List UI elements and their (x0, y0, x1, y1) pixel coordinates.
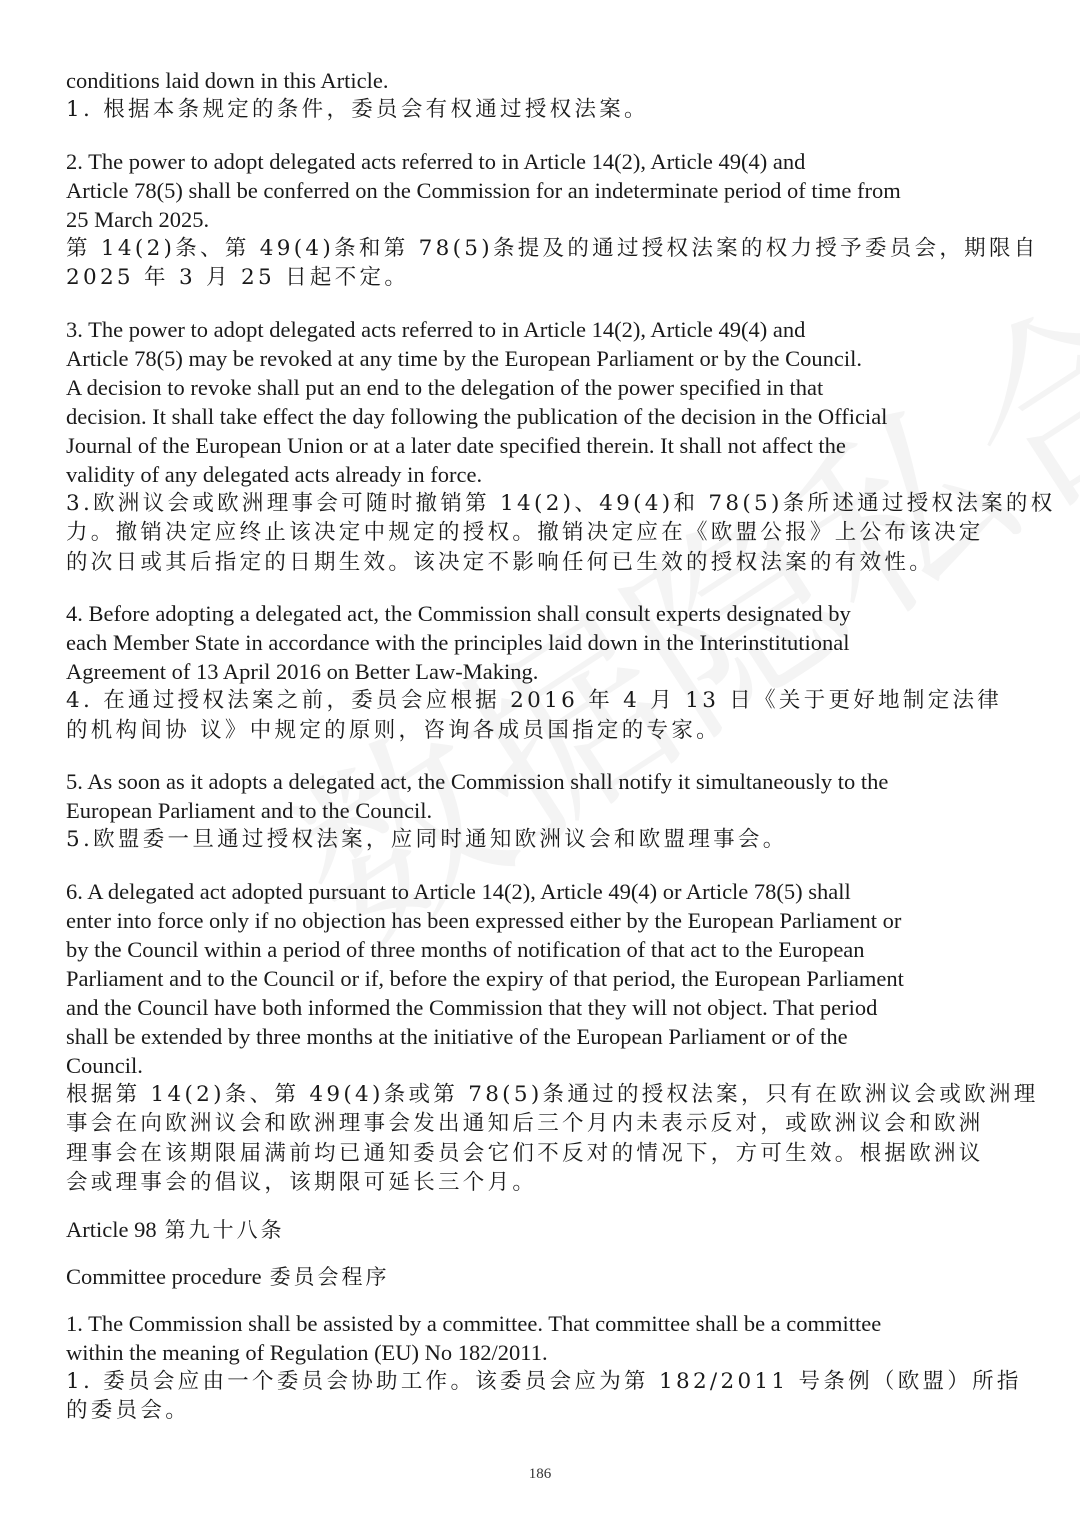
paragraph-4 (66, 599, 1016, 745)
zh-paragraph: 1. 根据本条规定的条件，委员会有权通过授权法案。 (66, 97, 649, 122)
zh-paragraph: 5.欧盟委一旦通过授权法案，应同时通知欧洲议会和欧盟理事会。 (66, 827, 788, 852)
en-line: Council. (66, 1052, 143, 1078)
en-line: within the meaning of Regulation (EU) No 182/2011. (66, 1339, 548, 1365)
en-line: 3. The power to adopt delegated acts referred to in Article 14(2), Article 49(4) and (66, 316, 806, 342)
en-line: conditions laid down in this Article. (66, 68, 389, 93)
zh-paragraph: 根据第 14(2)条、第 49(4)条或第 78(5)条通过的授权法案，只有在欧洲议会或欧洲理 事会在向欧洲议会和欧洲理事会发出通知后三个月内未表示反对，或欧洲议会和欧洲 理事会在该期限届满前均已通知委员会它们不反对的情况下，方可生效。根据欧洲议 会或理事会的倡议，该期限可延长三个月。 (66, 1081, 1039, 1195)
en-line: Article 78(5) shall be conferred on the Commission for an indeterminate period of time from (66, 177, 901, 203)
en-line: 6. A delegated act adopted pursuant to Article 14(2), Article 49(4) or Article 78(5) shall (66, 878, 851, 904)
en-line: enter into force only if no objection has been expressed either by the European Parliament or (66, 907, 902, 933)
zh-paragraph: 4. 在通过授权法案之前，委员会应根据 2016 年 4 月 13 日《关于更好地制定法律 的机构间协 议》中规定的原则，咨询各成员国指定的专家。 (66, 688, 1003, 743)
document-page (66, 66, 1056, 1426)
section-heading-en: Committee procedure (66, 1263, 262, 1289)
en-line: A decision to revoke shall put an end to the delegation of the power specified in that (66, 374, 824, 400)
paragraph-intro (66, 66, 1016, 125)
en-line: Journal of the European Union or at a later date specified therein. It shall not affect the (66, 432, 846, 458)
en-line: Agreement of 13 April 2016 on Better Law-Making. (66, 659, 539, 684)
section-heading-zh: 委员会程序 (269, 1264, 390, 1289)
en-line: and the Council have both informed the Commission that they will not object. That period (66, 994, 878, 1020)
en-line: validity of any delegated acts already in force. (66, 461, 483, 487)
zh-paragraph: 3.欧洲议会或欧洲理事会可随时撤销第 14(2)、49(4)和 78(5)条所述通过授权法案的权 力。撤销决定应终止该决定中规定的授权。撤销决定应在《欧盟公报》上公布该决定 的次日或其后指定的日期生效。该决定不影响任何已生效的授权法案的有效性。 (66, 490, 1056, 575)
en-line: by the Council within a period of three months of notification of that act to the European (66, 936, 865, 962)
en-line: 1. The Commission shall be assisted by a committee. That committee shall be a committee (66, 1310, 882, 1336)
en-line: 2. The power to adopt delegated acts referred to in Article 14(2), Article 49(4) and (66, 148, 806, 174)
en-line: 4. Before adopting a delegated act, the Commission shall consult experts designated by (66, 601, 851, 626)
en-line: European Parliament and to the Council. (66, 798, 433, 823)
section-heading (66, 1262, 1016, 1292)
article-heading-en: Article 98 (66, 1216, 157, 1242)
paragraph-5 (66, 767, 1016, 855)
paragraph-6 (66, 877, 1039, 1198)
en-line: Parliament and to the Council or if, before the expiry of that period, the European Parliament (66, 965, 904, 991)
en-line: 25 March 2025. (66, 206, 210, 232)
en-line: shall be extended by three months at the initiative of the European Parliament or of the (66, 1023, 848, 1049)
en-line: 5. As soon as it adopts a delegated act, the Commission shall notify it simultaneously to the (66, 769, 889, 794)
paragraph-3 (66, 315, 1056, 578)
article-heading-zh: 第九十八条 (164, 1217, 285, 1242)
paragraph-committee-1 (66, 1309, 1022, 1426)
article-heading (66, 1215, 1016, 1245)
paragraph-2 (66, 147, 1039, 293)
en-line: decision. It shall take effect the day following the publication of the decision in the Official (66, 403, 888, 429)
page-number: 186 (528, 1466, 552, 1482)
en-line: each Member State in accordance with the principles laid down in the Interinstitutional (66, 630, 850, 655)
zh-paragraph: 1. 委员会应由一个委员会协助工作。该委员会应为第 182/2011 号条例（欧盟）所指 的委员会。 (66, 1368, 1022, 1423)
en-line: Article 78(5) may be revoked at any time by the European Parliament or by the Council. (66, 345, 863, 371)
zh-paragraph: 第 14(2)条、第 49(4)条和第 78(5)条提及的通过授权法案的权力授予委员会，期限自 2025 年 3 月 25 日起不定。 (66, 235, 1039, 290)
